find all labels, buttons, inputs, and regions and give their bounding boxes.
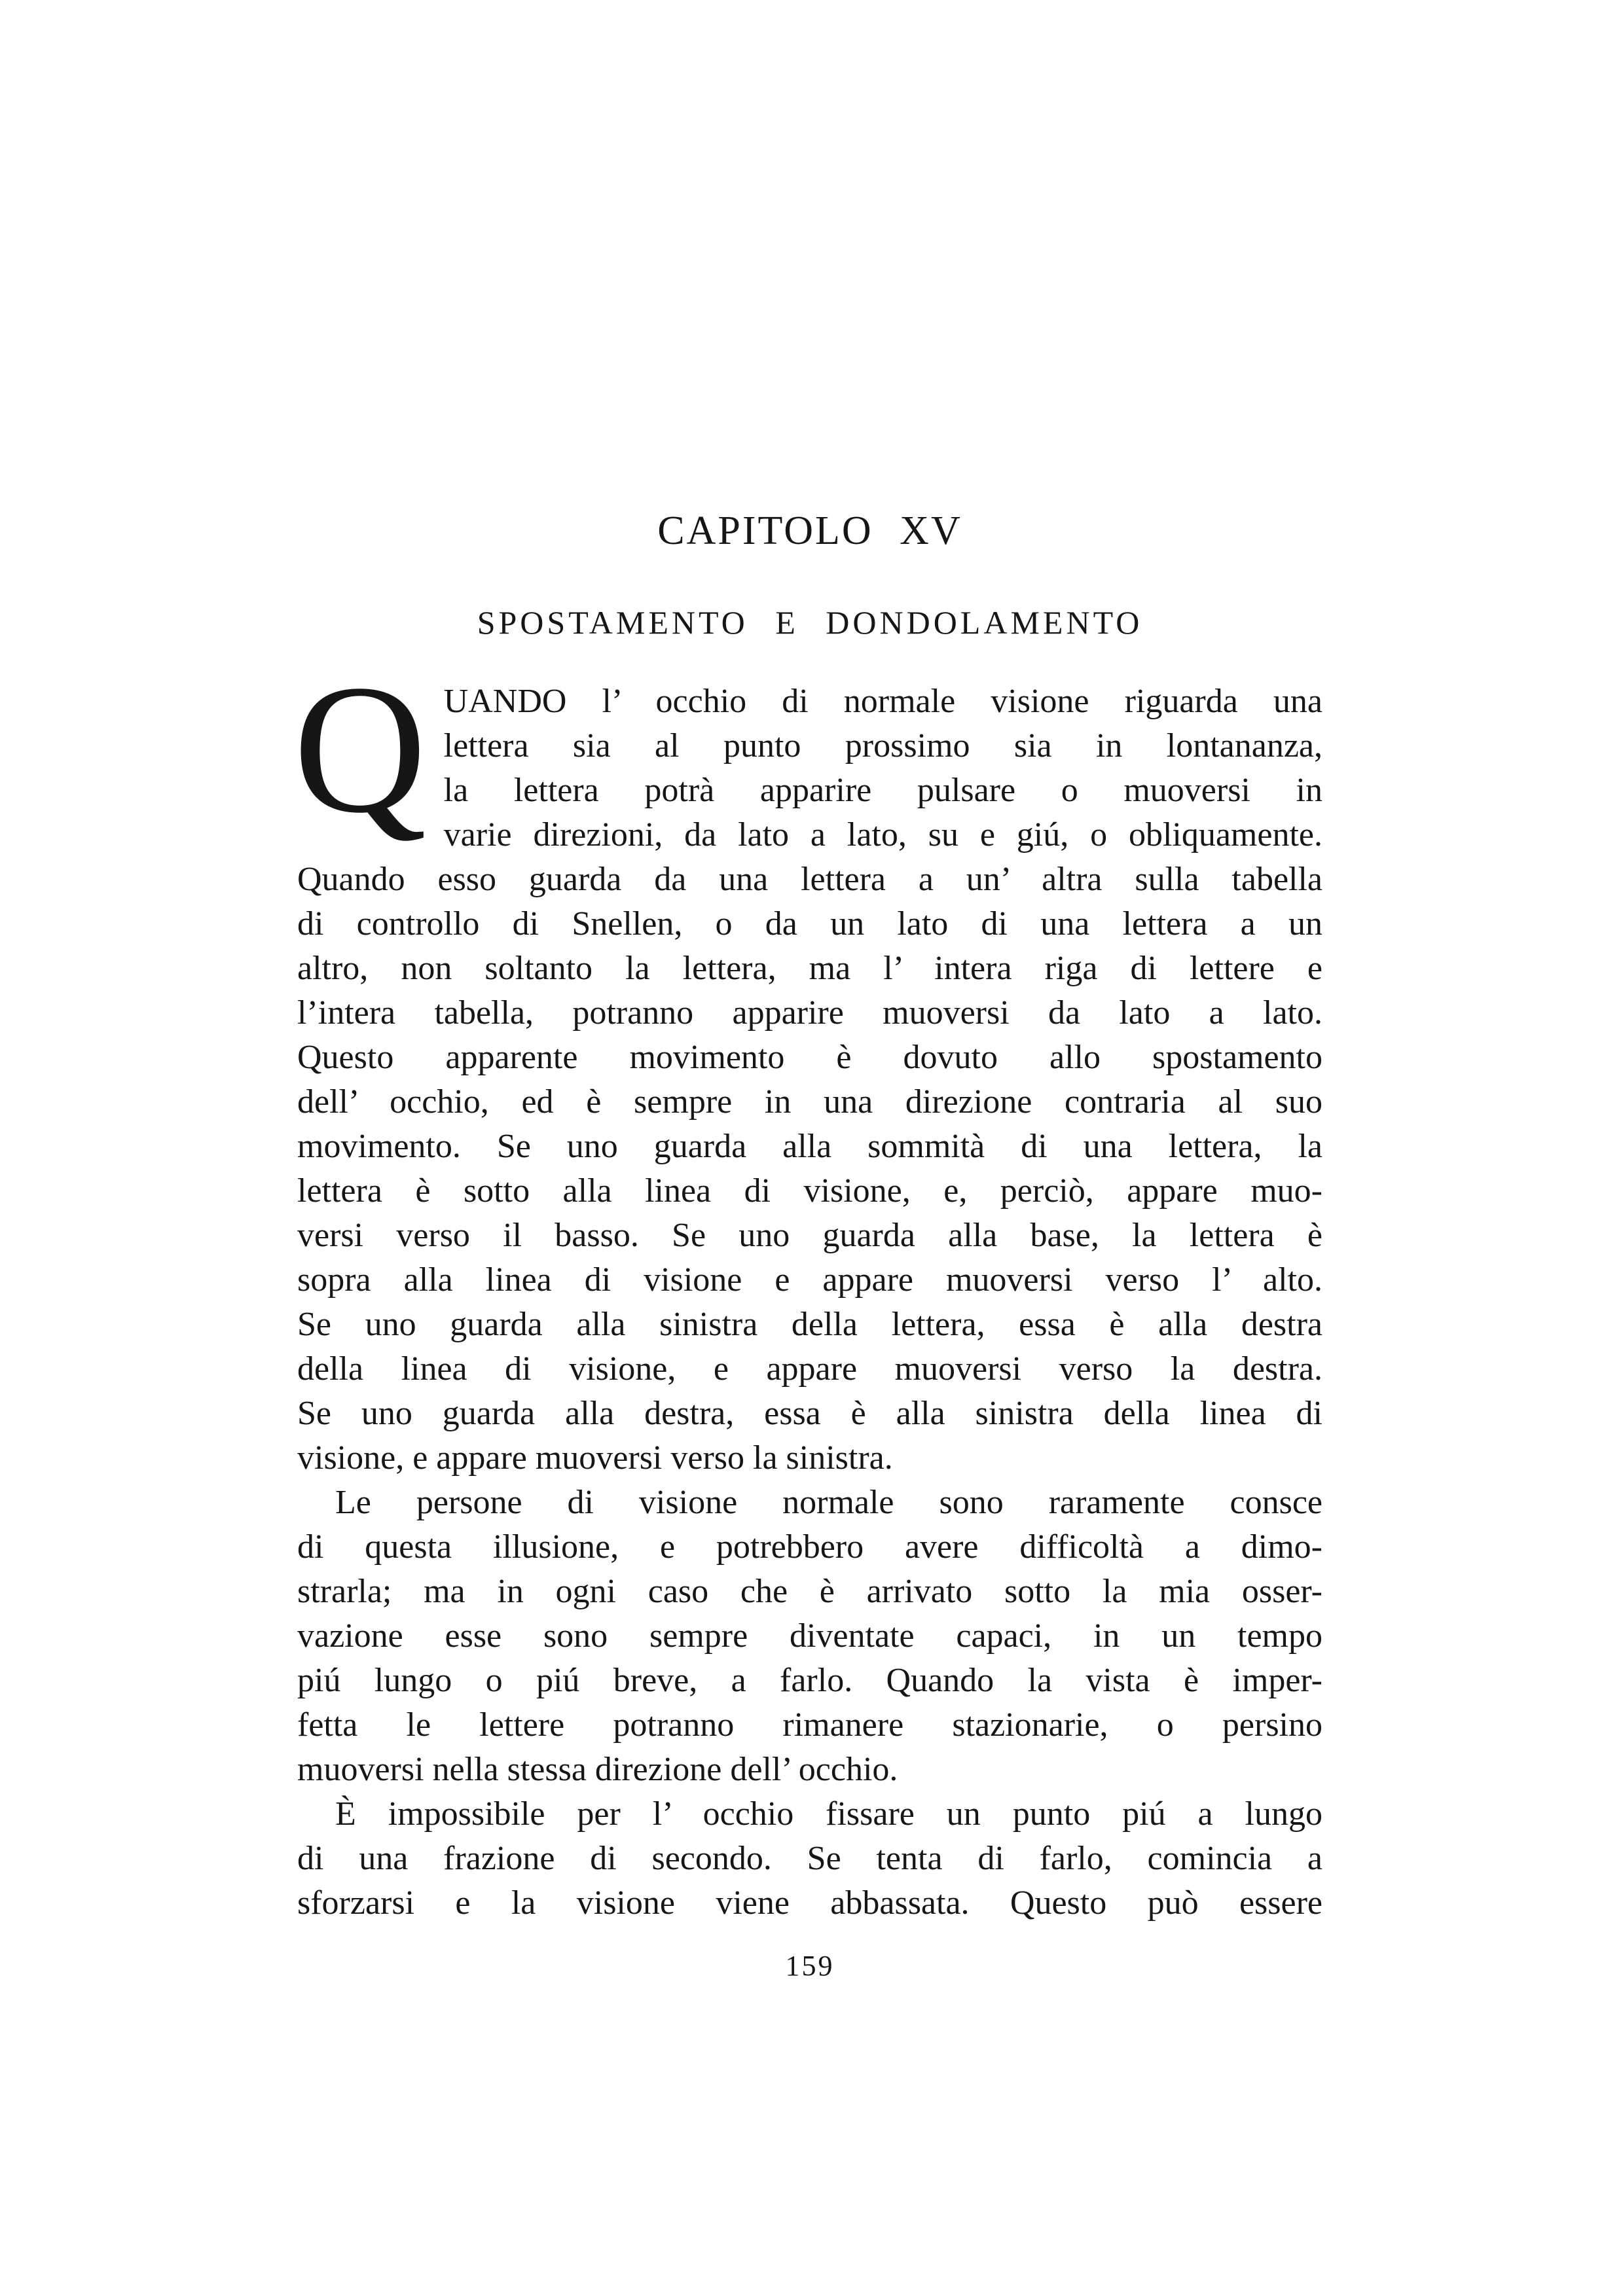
paragraph-2 xyxy=(297,1480,1322,1792)
paragraph-2-lines xyxy=(297,1480,1322,1792)
text-line: altro, non soltanto la lettera, ma l’ intera riga di lettere e xyxy=(297,950,1322,987)
text-line: versi verso il basso. Se uno guarda alla base, la lettera è xyxy=(297,1217,1322,1254)
text-line: di controllo di Snellen, o da un lato di una lettera a un xyxy=(297,905,1322,942)
text-line: Se uno guarda alla sinistra della lettera, essa è alla destra xyxy=(297,1306,1322,1343)
text-line: sopra alla linea di visione e appare muoversi verso l’ alto. xyxy=(297,1261,1322,1299)
text-line: varie direzioni, da lato a lato, su e giú, o obliquamente. xyxy=(443,816,1322,853)
text-column xyxy=(293,509,1322,1982)
drop-cap-letter: Q xyxy=(293,647,427,851)
text-line: la lettera potrà apparire pulsare o muoversi in xyxy=(443,772,1322,809)
text-line: UANDO l’ occhio di normale visione riguarda una xyxy=(443,683,1322,720)
text-line: della linea di visione, e appare muoversi verso la destra. xyxy=(297,1350,1322,1388)
text-line: l’intera tabella, potranno apparire muoversi da lato a lato. xyxy=(297,994,1322,1031)
text-line: fetta le lettere potranno rimanere stazionarie, o persino xyxy=(297,1706,1322,1744)
paragraph-1-lines xyxy=(297,679,1322,1480)
text-line: muoversi nella stessa direzione dell’ occhio. xyxy=(297,1751,898,1788)
text-line: Questo apparente movimento è dovuto allo spostamento xyxy=(297,1039,1322,1076)
body-text xyxy=(293,647,1322,1926)
text-line: sforzarsi e la visione viene abbassata. Questo può essere xyxy=(297,1884,1322,1922)
text-line: piú lungo o piú breve, a farlo. Quando la vista è imper- xyxy=(297,1662,1322,1699)
text-line: di una frazione di secondo. Se tenta di farlo, comincia a xyxy=(297,1840,1322,1877)
text-line: di questa illusione, e potrebbero avere difficoltà a dimo- xyxy=(297,1528,1322,1566)
chapter-title: CAPITOLO XV xyxy=(657,509,962,553)
paragraph-3-lines xyxy=(297,1792,1322,1926)
paragraph-3 xyxy=(297,1792,1322,1926)
text-line: È impossibile per l’ occhio fissare un punto piú a lungo xyxy=(335,1795,1322,1833)
paragraph-1 xyxy=(293,647,1322,1480)
text-line: strarla; ma in ogni caso che è arrivato sotto la mia osser- xyxy=(297,1573,1322,1610)
text-line: vazione esse sono sempre diventate capaci, in un tempo xyxy=(297,1617,1322,1655)
text-line: Le persone di visione normale sono raramente consce xyxy=(335,1484,1322,1521)
text-line: visione, e appare muoversi verso la sinistra. xyxy=(297,1439,893,1477)
text-line: lettera sia al punto prossimo sia in lontananza, xyxy=(443,727,1322,764)
text-line: Se uno guarda alla destra, essa è alla sinistra della linea di xyxy=(297,1395,1322,1432)
text-line: dell’ occhio, ed è sempre in una direzione contraria al suo xyxy=(297,1083,1322,1121)
page-number: 159 xyxy=(785,1950,835,1982)
text-line: Quando esso guarda da una lettera a un’ altra sulla tabella xyxy=(297,861,1322,898)
text-line: movimento. Se uno guarda alla sommità di una lettera, la xyxy=(297,1128,1322,1165)
text-line: lettera è sotto alla linea di visione, e, perciò, appare muo- xyxy=(297,1172,1322,1210)
chapter-subtitle: SPOSTAMENTO E DONDOLAMENTO xyxy=(477,604,1143,641)
